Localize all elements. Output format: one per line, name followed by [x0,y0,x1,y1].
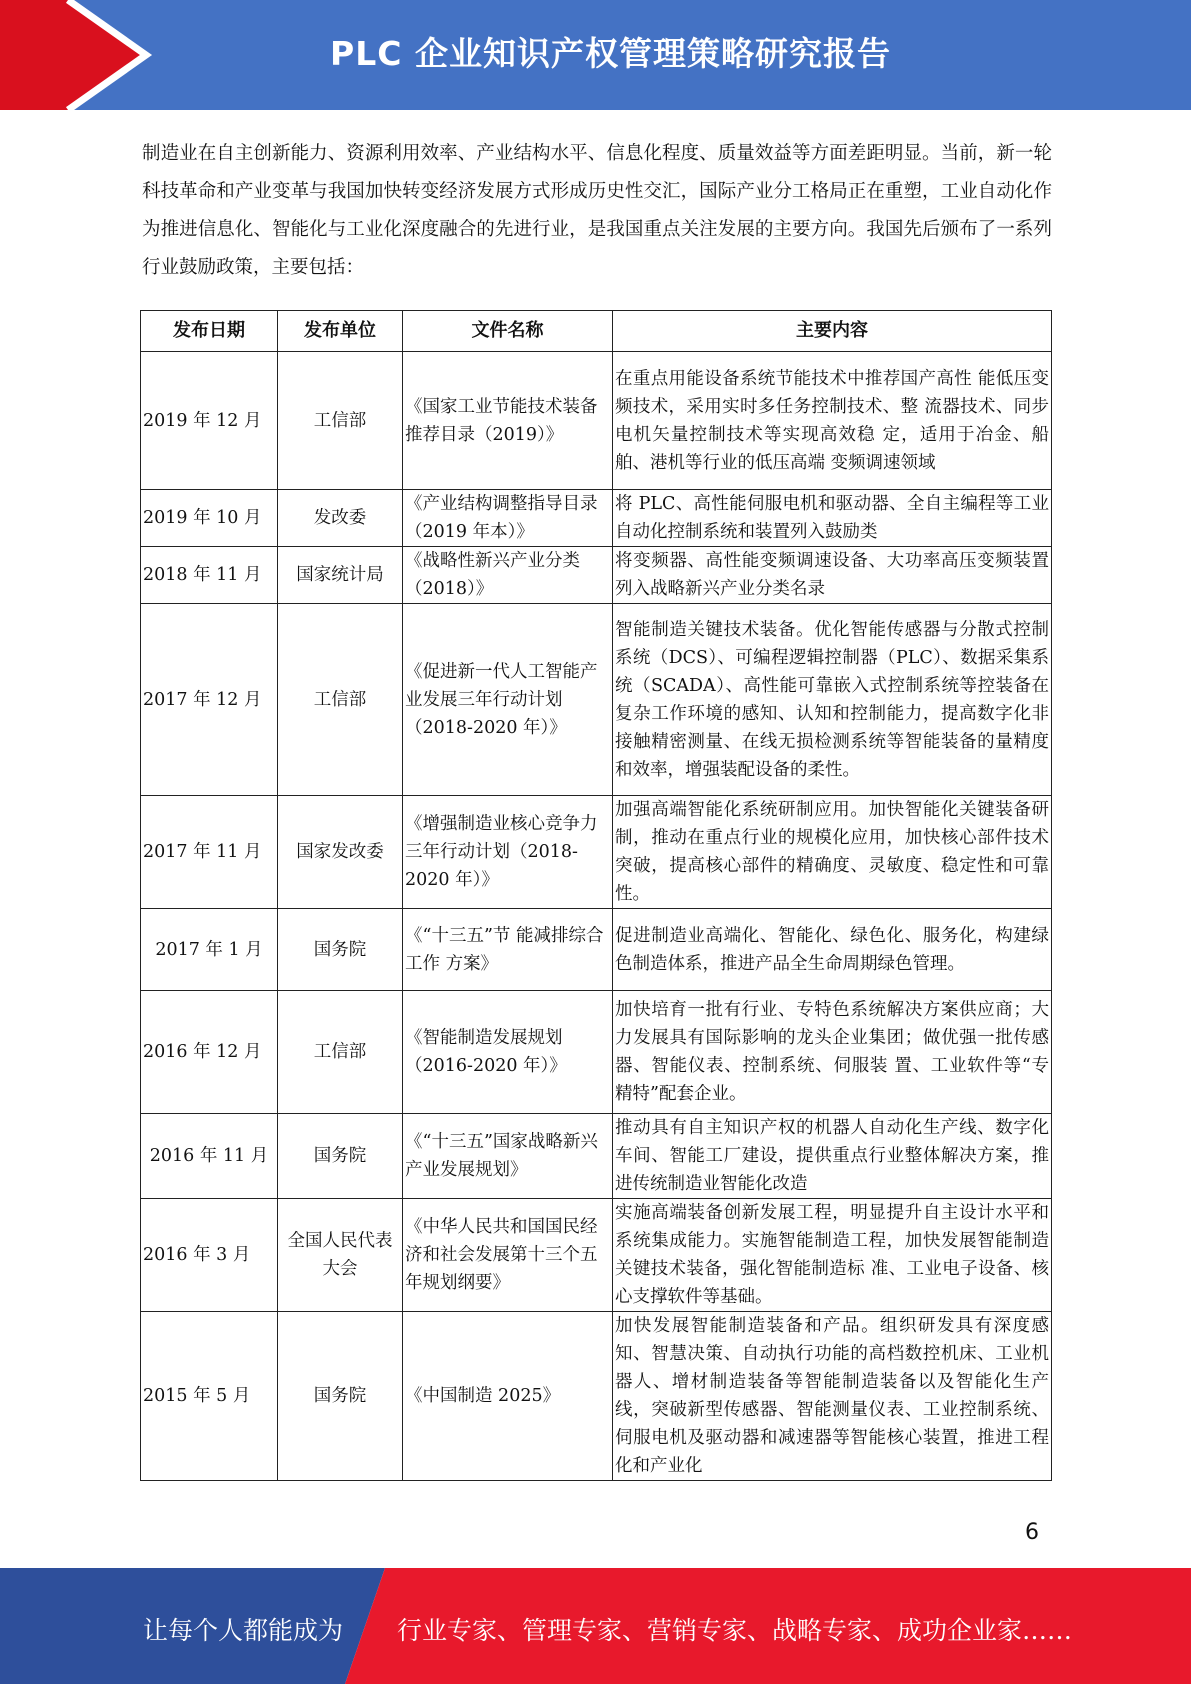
cell-date: 2018 年 11 月 [141,547,278,604]
cell-date: 2015 年 5 月 [141,1312,278,1481]
table-row [141,909,1052,991]
cell-unit: 国家统计局 [278,547,403,604]
table-row [141,1114,1052,1199]
cell-date: 2016 年 3 月 [141,1199,278,1312]
cell-unit: 全国人民代表大会 [278,1199,403,1312]
table-row [141,991,1052,1114]
footer-slogan-left: 让每个人都能成为 [143,1616,344,1645]
cell-unit: 国务院 [278,1312,403,1481]
cell-doc: 《国家工业节能技术装备推荐目录（2019）》 [403,352,613,490]
cell-content: 实施高端装备创新发展工程，明显提升自主设计水平和系统集成能力。实施智能制造工程，加快发展智能制造关键技术装备，强化智能制造标 准、工业电子设备、核心支撑软件等基础。 [613,1199,1052,1312]
footer-band [0,1568,1191,1684]
cell-content: 智能制造关键技术装备。优化智能传感器与分散式控制系统（DCS）、可编程逻辑控制器（PLC）、数据采集系统（SCADA）、高性能可靠嵌入式控制系统等控装备在复杂工作环境的感知、认知和控制能力，提高数字化非接触精密测量、在线无损检测系统等智能装备的量精度和效率，增强装配设备的柔性。 [613,604,1052,796]
cell-unit: 国家发改委 [278,796,403,909]
table-row [141,352,1052,490]
cell-date: 2017 年 12 月 [141,604,278,796]
cell-content: 加快培育一批有行业、专特色系统解决方案供应商；大力发展具有国际影响的龙头企业集团；做优强一批传感器、智能仪表、控制系统、伺服装 置、工业软件等“专精特”配套企业。 [613,991,1052,1114]
cell-doc: 《战略性新兴产业分类（2018）》 [403,547,613,604]
page-number: 6 [1025,1520,1039,1545]
cell-date: 2019 年 10 月 [141,490,278,547]
cell-content: 在重点用能设备系统节能技术中推荐国产高性 能低压变频技术，采用实时多任务控制技术、整 流器技术、同步电机矢量控制技术等实现高效稳 定，适用于冶金、船舶、港机等行业的低压高端 变频调速领域 [613,352,1052,490]
cell-unit: 工信部 [278,991,403,1114]
cell-content: 推动具有自主知识产权的机器人自动化生产线、数字化车间、智能工厂建设，提供重点行业整体解决方案，推进传统制造业智能化改造 [613,1114,1052,1199]
cell-doc: 《“十三五”节 能减排综合工作 方案》 [403,909,613,991]
header-unit: 发布单位 [278,311,403,352]
cell-content: 将变频器、高性能变频调速设备、大功率高压变频装置列入战略新兴产业分类名录 [613,547,1052,604]
cell-content: 将 PLC、高性能伺服电机和驱动器、全自主编程等工业自动化控制系统和装置列入鼓励类 [613,490,1052,547]
table-row [141,490,1052,547]
report-title: PLC 企业知识产权管理策略研究报告 [330,34,891,73]
cell-doc: 《中华人民共和国国民经济和社会发展第十三个五年规划纲要》 [403,1199,613,1312]
cell-doc: 《中国制造 2025》 [403,1312,613,1481]
table-header-row [141,311,1052,352]
header-content: 主要内容 [613,311,1052,352]
table-row [141,1312,1052,1481]
header-date: 发布日期 [141,311,278,352]
cell-unit: 国务院 [278,909,403,991]
cell-date: 2016 年 11 月 [141,1114,278,1199]
header-band [0,0,1191,110]
cell-content: 加强高端智能化系统研制应用。加快智能化关键装备研制，推动在重点行业的规模化应用，加快核心部件技术突破，提高核心部件的精确度、灵敏度、稳定性和可靠性。 [613,796,1052,909]
cell-content: 促进制造业高端化、智能化、绿色化、服务化，构建绿色制造体系，推进产品全生命周期绿色管理。 [613,909,1052,991]
cell-unit: 工信部 [278,352,403,490]
cell-doc: 《智能制造发展规划（2016-2020 年）》 [403,991,613,1114]
cell-unit: 国务院 [278,1114,403,1199]
table-row [141,604,1052,796]
footer-slogan-right: 行业专家、管理专家、营销专家、战略专家、成功企业家…… [397,1616,1073,1645]
intro-paragraph: 制造业在自主创新能力、资源利用效率、产业结构水平、信息化程度、质量效益等方面差距明显。当前，新一轮科技革命和产业变革与我国加快转变经济发展方式形成历史性交汇，国际产业分工格局正在重塑，工业自动化作为推进信息化、智能化与工业化深度融合的先进行业，是我国重点关注发展的主要方向。我国先后颁布了一系列行业鼓励政策，主要包括： [142,143,1052,278]
cell-doc: 《“十三五”国家战略新兴产业发展规划》 [403,1114,613,1199]
table-row [141,796,1052,909]
table-row [141,1199,1052,1312]
cell-content: 加快发展智能制造装备和产品。组织研发具有深度感知、智慧决策、自动执行功能的高档数控机床、工业机器人、增材制造装备等智能制造装备以及智能化生产线，突破新型传感器、智能测量仪表、工业控制系统、伺服电机及驱动器和减速器等智能核心装置，推进工程化和产业化 [613,1312,1052,1481]
header-doc: 文件名称 [403,311,613,352]
cell-date: 2017 年 11 月 [141,796,278,909]
cell-doc: 《产业结构调整指导目录（2019 年本）》 [403,490,613,547]
cell-date: 2017 年 1 月 [141,909,278,991]
cell-unit: 工信部 [278,604,403,796]
table-row [141,547,1052,604]
cell-doc: 《增强制造业核心竞争力三年行动计划（2018-2020 年）》 [403,796,613,909]
policy-table [140,310,1052,1481]
cell-date: 2019 年 12 月 [141,352,278,490]
cell-doc: 《促进新一代人工智能产业发展三年行动计划（2018-2020 年）》 [403,604,613,796]
cell-unit: 发改委 [278,490,403,547]
cell-date: 2016 年 12 月 [141,991,278,1114]
